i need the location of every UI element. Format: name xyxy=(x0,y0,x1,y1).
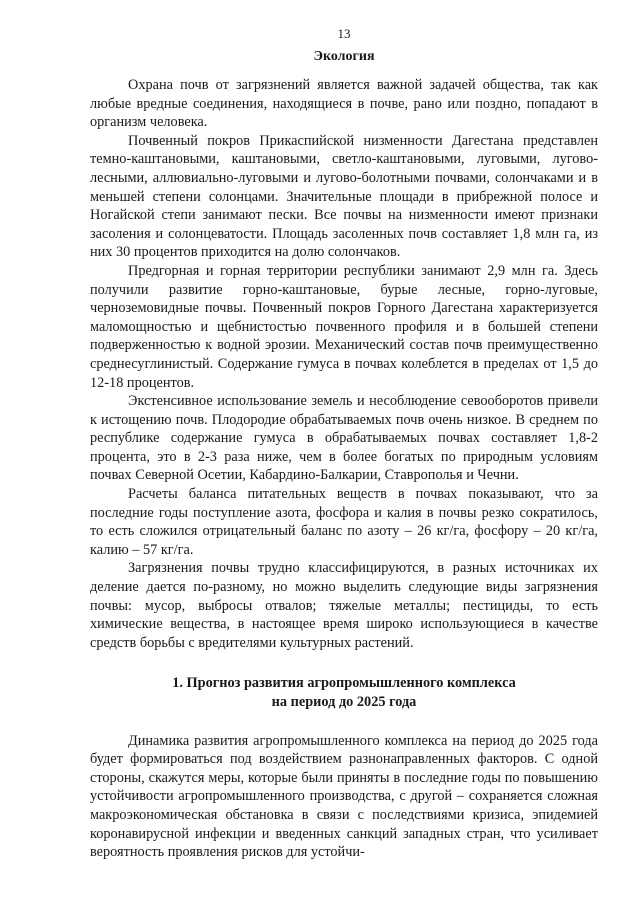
paragraph: Динамика развития агропромышленного комплекса на период до 2025 года будет формироваться под воздействием разнонаправленных факторов. С одной стороны, скажутся меры, которые были приняты в последние годы по повышению устойчивости агропромышленного производства, с другой – сохраняется сложная макроэкономическая обстановка в связи с последствиями кризиса, эпидемией коронавирусной инфекции и введенных санкций западных стран, что усиливает вероятность проявления рисков для устойчи- xyxy=(90,732,598,861)
paragraph: Охрана почв от загрязнений является важной задачей общества, так как любые вредные соединения, находящиеся в почве, рано или поздно, попадают в организм человека. xyxy=(90,77,598,131)
paragraph: Экстенсивное использование земель и несоблюдение севооборотов привели к истощению почв. Плодородие обрабатываемых почв очень низкое. В среднем по республике содержание гумуса в обрабатываемых почвах составляет 1,8-2 процента, это в 2-3 раза ниже, чем в более богатых по природным условиям почвах Северной Осетии, Кабардино-Балкарии, Ставрополья и Чечни. xyxy=(90,393,598,484)
subsection-heading-line2: на период до 2025 года xyxy=(271,694,417,710)
paragraph: Почвенный покров Прикаспийской низменности Дагестана представлен темно-каштановыми, каштановыми, светло-каштановыми, луговыми, лугово-лесными, аллювиально-луговыми и лугово-болотными почвами, солончаками и в меньшей степени солонцами. Значительные площади в прибрежной полосе и Ногайской степи занимают пески. Все почвы на низменности имеют признаки засоления и солонцеватости. Площадь засоленных почв составляет 1,8 млн га, из них 30 процентов приходится на долю солончаков. xyxy=(90,132,598,261)
paragraph: Предгорная и горная территории республики занимают 2,9 млн га. Здесь получили развитие горно-каштановые, бурые лесные, горно-луговые, черноземовидные почвы. Почвенный покров Горного Дагестана характеризуется маломощностью и щебнистостью почвенного профиля и в большей степени подверженностью к водной эрозии. Механический состав почв преимущественно среднесуглинистый. Содержание гумуса в почвах колеблется в пределах от 1,5 до 12-18 процентов. xyxy=(90,262,598,391)
page-number: 13 xyxy=(337,26,351,41)
paragraph: Загрязнения почвы трудно классифицируются, в разных источниках их деление дается по-разному, но можно выделить следующие виды загрязнения почвы: мусор, выбросы отвалов; тяжелые металлы; пестициды, то есть химические вещества, в настоящее время широко использующиеся в качестве средств борьбы с вредителями культурных растений. xyxy=(90,560,598,651)
document-page xyxy=(90,26,598,862)
subsection-heading-line1: 1. Прогноз развития агропромышленного комплекса xyxy=(172,675,516,692)
section-title: Экология xyxy=(313,49,375,64)
subsection-heading xyxy=(90,674,598,711)
paragraph: Расчеты баланса питательных веществ в почвах показывают, что за последние годы поступление азота, фосфора и калия в почвы резко сократилось, то есть сложился отрицательный баланс по азоту – 26 кг/га, фосфору – 20 кг/га, калию – 57 кг/га. xyxy=(90,486,598,558)
